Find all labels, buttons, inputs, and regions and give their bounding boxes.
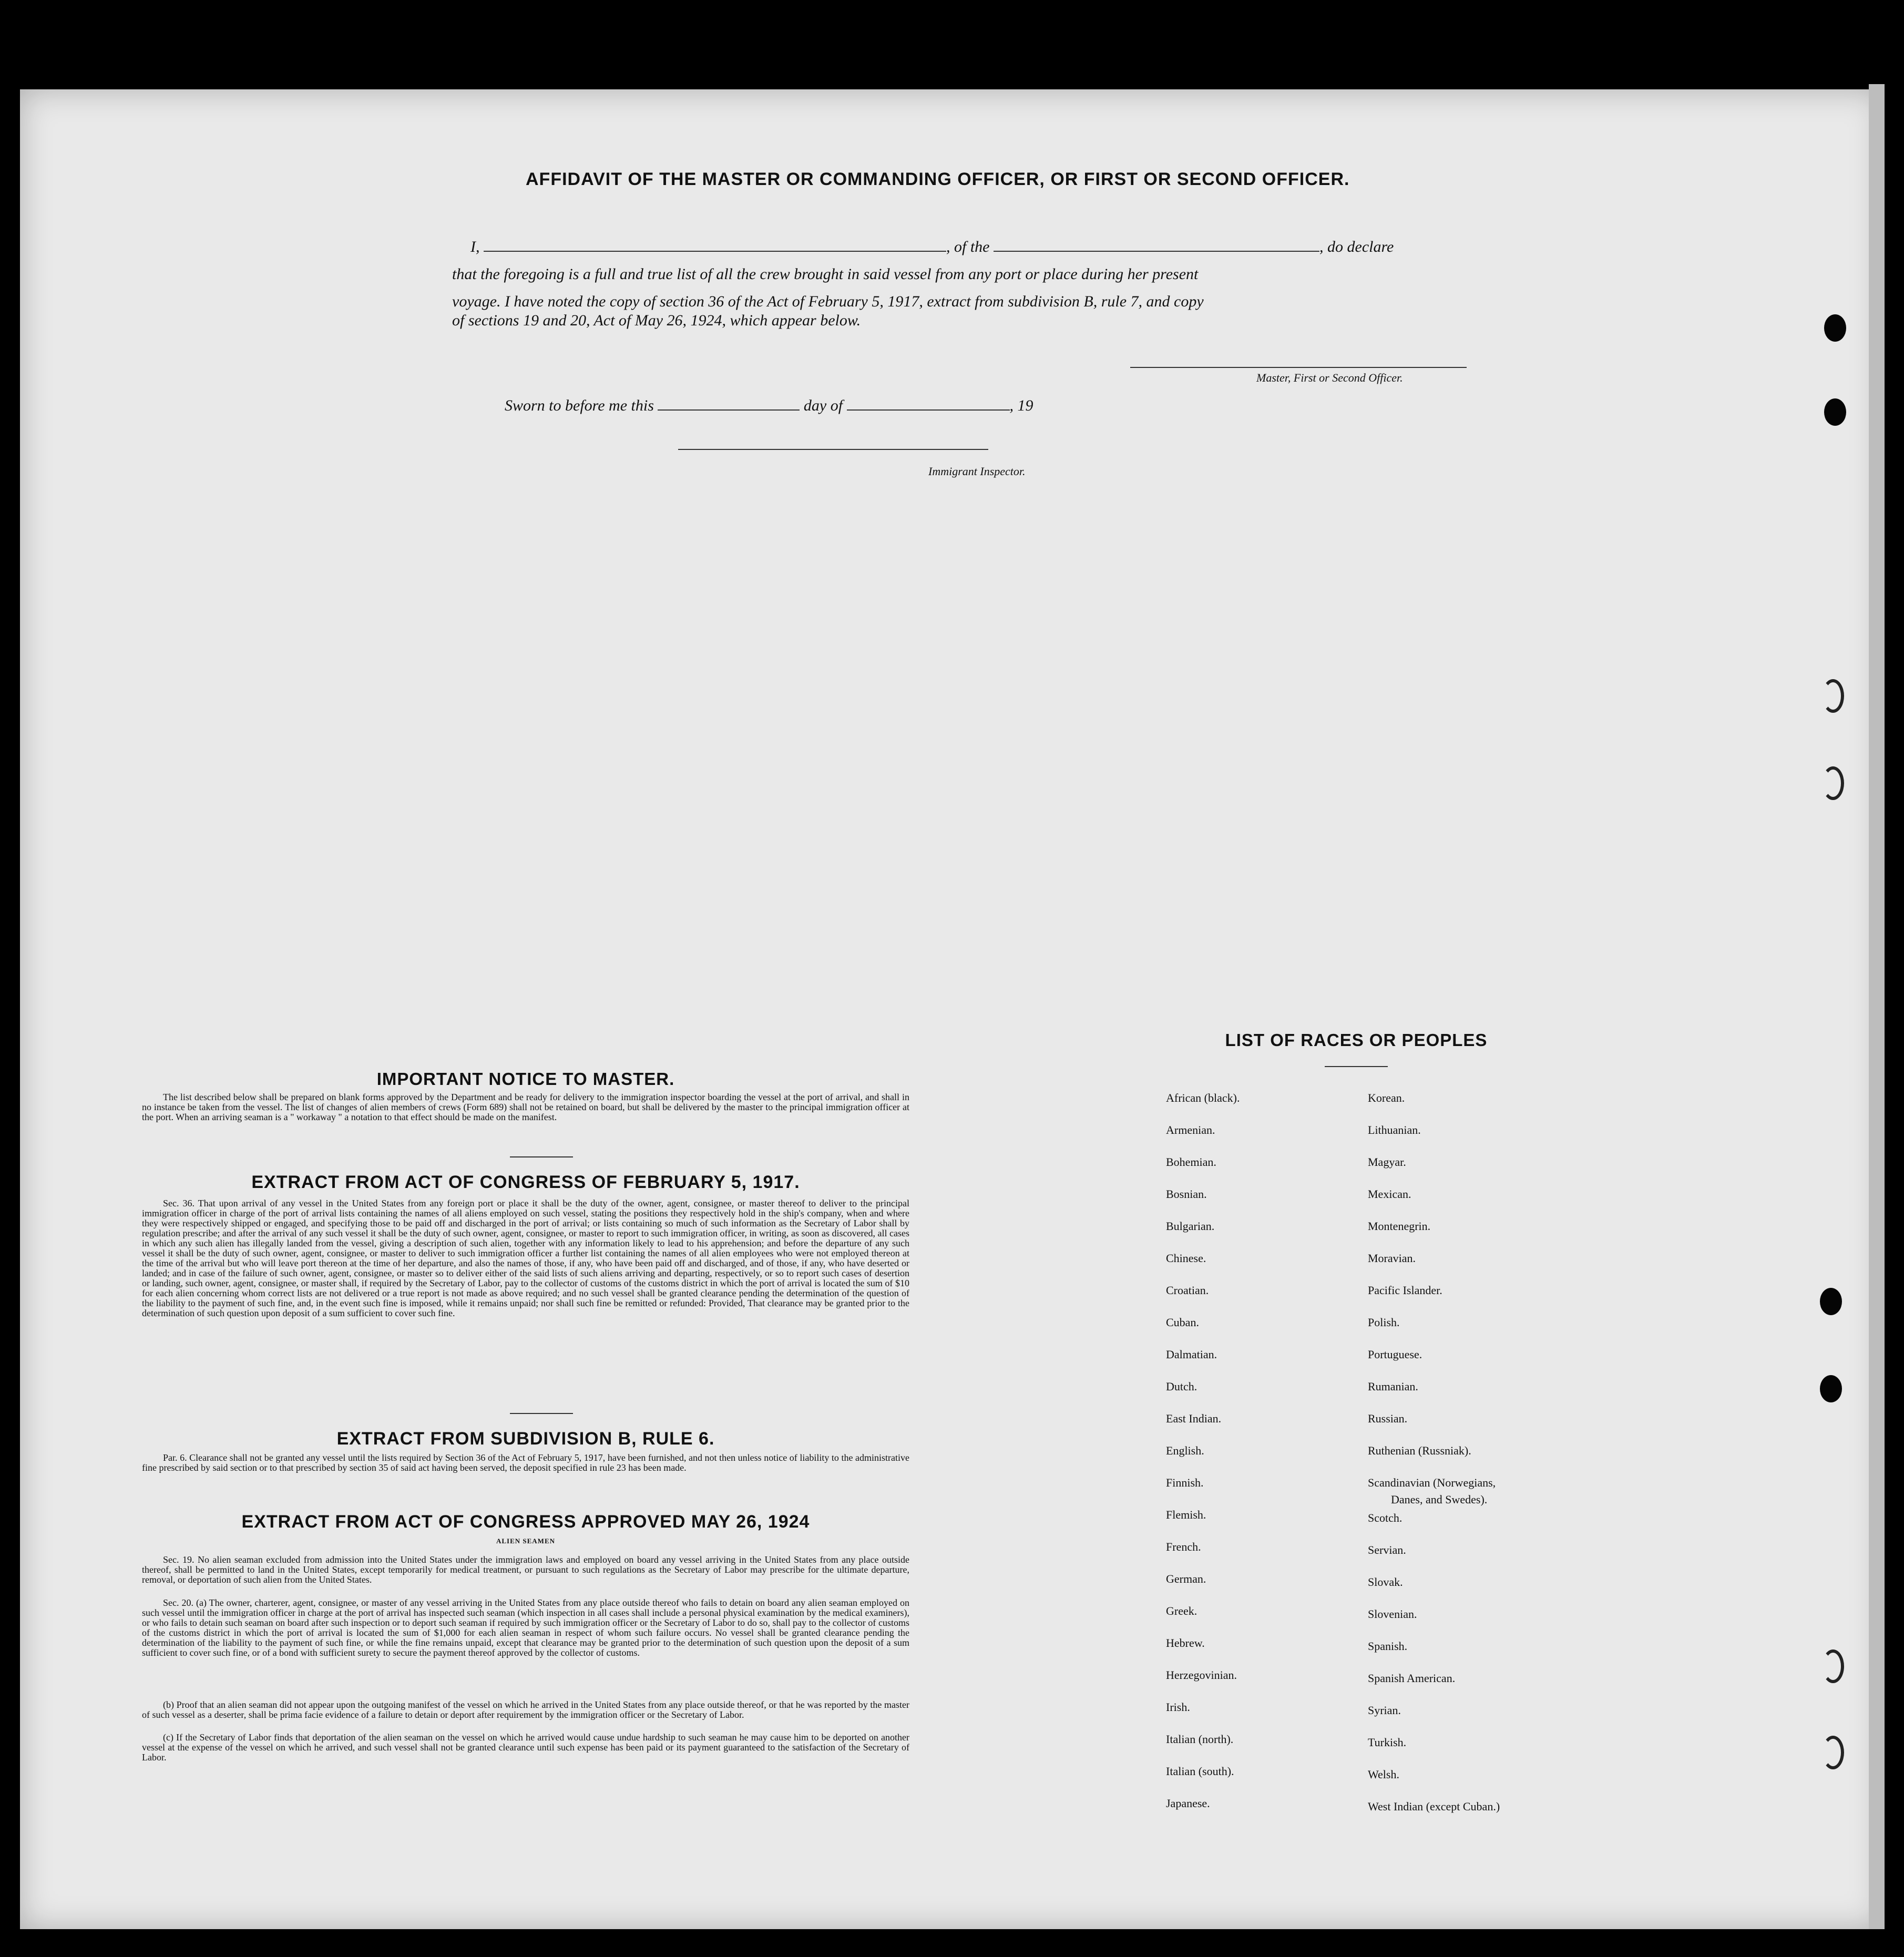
extract-1917-title: EXTRACT FROM ACT OF CONGRESS OF FEBRUARY 5, 1917. <box>251 1172 800 1192</box>
affidavit-line-2: that the foregoing is a full and true list of all the crew brought in said vessel from any port or place during her present <box>452 265 1199 283</box>
master-signature-line <box>1130 367 1467 368</box>
race-item: Finnish. <box>1166 1476 1204 1489</box>
race-item: Mexican. <box>1368 1187 1411 1201</box>
affidavit-title: AFFIDAVIT OF THE MASTER OR COMMANDING OFFICER, OR FIRST OR SECOND OFFICER. <box>526 169 1350 189</box>
name-blank <box>484 251 946 252</box>
affidavit-of-the: , of the <box>946 238 990 255</box>
race-item: Welsh. <box>1368 1768 1399 1781</box>
affidavit-line-4: of sections 19 and 20, Act of May 26, 1924, which appear below. <box>452 312 861 329</box>
race-item: Chinese. <box>1166 1252 1206 1265</box>
race-item: African (black). <box>1166 1091 1240 1104</box>
race-item: Hebrew. <box>1166 1636 1205 1649</box>
sec19-text: Sec. 19. No alien seaman excluded from admission into the United States under the immigration laws and employed on board any vessel arriving in the United States from any place outside thereof, shall be permitted to land in the United States, except temporarily for medical treatment, or pursuant to such regulations as the Secretary of Labor may prescribe for the ultimate departure, removal, or deportation of such alien from the United States. <box>142 1554 909 1585</box>
race-item: Italian (south). <box>1166 1765 1234 1778</box>
alien-seamen-subtitle: ALIEN SEAMEN <box>496 1537 556 1545</box>
race-item: Moravian. <box>1368 1252 1416 1265</box>
affidavit-line-3: voyage. I have noted the copy of section 36 of the Act of February 5, 1917, extract from subdivision B, rule 7, and copy <box>452 293 1204 310</box>
race-item: Scotch. <box>1368 1511 1403 1524</box>
race-item: West Indian (except Cuban.) <box>1368 1800 1500 1813</box>
race-item: German. <box>1166 1572 1206 1585</box>
master-caption: Master, First or Second Officer. <box>1256 371 1403 384</box>
race-item: Greek. <box>1166 1604 1197 1617</box>
race-item: Bulgarian. <box>1166 1220 1215 1233</box>
race-item: Flemish. <box>1166 1508 1206 1521</box>
sec20b-text: (b) Proof that an alien seaman did not appear upon the outgoing manifest of the vessel on which he arrived in the United States from any place outside thereof, or that he was reported by the master of such vessel as a deserter, shall be prima facie evidence of a failure to detain or deport after requirement by the immigration officer or the Secretary of Labor. <box>142 1699 909 1720</box>
race-item: Italian (north). <box>1166 1733 1234 1746</box>
race-item: Servian. <box>1368 1543 1406 1556</box>
notice-text: The list described below shall be prepared on blank forms approved by the Department and be ready for delivery to the immigration inspector boarding the vessel at the port of arrival, and shall in no instance be taken from the vessel. The list of changes of alien members of crews (Form 689) shall not be retained on board, but shall be delivered by the master to the principal immigration officer at the port. When an arriving seaman is a " workaway " a notation to that effect should be made on the manifest. <box>142 1092 909 1122</box>
races-title: LIST OF RACES OR PEOPLES <box>1225 1030 1488 1050</box>
race-item: East Indian. <box>1166 1412 1222 1425</box>
affidavit-declare: , do declare <box>1319 238 1394 255</box>
race-item: Cuban. <box>1166 1316 1199 1329</box>
day-of-label: day of <box>803 397 843 414</box>
binder-hole-icon <box>1824 398 1846 426</box>
divider <box>1325 1066 1388 1067</box>
race-item: Lithuanian. <box>1368 1123 1421 1136</box>
race-item: Magyar. <box>1368 1155 1406 1169</box>
race-item: Bohemian. <box>1166 1155 1216 1169</box>
extract-1924-title: EXTRACT FROM ACT OF CONGRESS APPROVED MAY 26, 1924 <box>241 1512 810 1532</box>
binder-hole-icon <box>1820 1288 1842 1315</box>
binder-ring-icon <box>1822 1649 1844 1683</box>
race-item: Dutch. <box>1166 1380 1197 1393</box>
race-item: Syrian. <box>1368 1704 1401 1717</box>
divider <box>510 1156 573 1157</box>
race-item: Slovak. <box>1368 1575 1403 1589</box>
sworn-label: Sworn to before me this <box>505 397 654 414</box>
race-item: Russian. <box>1368 1412 1408 1425</box>
sec20a-text: Sec. 20. (a) The owner, charterer, agent, consignee, or master of any vessel arriving in the United States from any place outside thereof who fails to detain on board any alien seaman employed on such vessel until the immigration officer in charge at the port of arrival has inspected such seaman (which inspection in all cases shall include a personal physical examination by the medical examiners), or who fails to detain such seaman on board after such inspection or to deport such seaman if required by such immigration officer or the Secretary of Labor to do so, shall pay to the collector of customs of the customs district in which the port of arrival is located the sum of $1,000 for each alien seaman in respect of whom such failure occurs. No vessel shall be granted clearance pending the determination of the liability to the payment of such fine, or while the fine remains unpaid, except that clearance may be granted prior to the determination of such question upon the deposit of a sum sufficient to cover such fine, or of a bond with sufficient surety to secure the payment thereof approved by the collector of customs. <box>142 1597 909 1658</box>
sworn-line <box>505 392 1188 419</box>
race-item: Scandinavian (Norwegians, <box>1368 1476 1496 1489</box>
race-item: Polish. <box>1368 1316 1400 1329</box>
race-item: Japanese. <box>1166 1797 1210 1810</box>
race-item: Croatian. <box>1166 1284 1209 1297</box>
notice-title: IMPORTANT NOTICE TO MASTER. <box>376 1069 675 1089</box>
day-blank <box>658 409 800 411</box>
binder-hole-icon <box>1824 314 1846 342</box>
race-item: Spanish American. <box>1368 1672 1456 1685</box>
divider <box>510 1413 573 1414</box>
year-label: , 19 <box>1009 397 1033 414</box>
affidavit-line-1 <box>470 233 1490 261</box>
page-edge <box>1869 84 1885 1929</box>
race-item: English. <box>1166 1444 1204 1457</box>
month-blank <box>847 409 1010 411</box>
race-item: Turkish. <box>1368 1736 1407 1749</box>
race-item: Pacific Islander. <box>1368 1284 1442 1297</box>
race-item: Spanish. <box>1368 1640 1408 1653</box>
race-item-continuation: Danes, and Swedes). <box>1391 1493 1488 1506</box>
binder-ring-icon <box>1822 1736 1844 1769</box>
race-item: French. <box>1166 1540 1201 1553</box>
sec20c-text: (c) If the Secretary of Labor finds that deportation of the alien seaman on the vessel on which he arrived would cause undue hardship to such seaman he may cause him to be deported on another vessel at the expense of the vessel on which he arrived, and such vessel shall not be granted clearance until such expense has been paid or its payment guaranteed to the satisfaction of the Secretary of Labor. <box>142 1732 909 1763</box>
race-item: Herzegovinian. <box>1166 1668 1237 1682</box>
binder-ring-icon <box>1822 679 1844 713</box>
subdivision-b-title: EXTRACT FROM SUBDIVISION B, RULE 6. <box>336 1429 715 1449</box>
binder-ring-icon <box>1822 766 1844 800</box>
race-item: Bosnian. <box>1166 1187 1207 1201</box>
race-item: Slovenian. <box>1368 1607 1417 1621</box>
race-item: Portuguese. <box>1368 1348 1422 1361</box>
vessel-blank <box>994 251 1319 252</box>
race-item: Ruthenian (Russniak). <box>1368 1444 1471 1457</box>
race-item: Dalmatian. <box>1166 1348 1217 1361</box>
inspector-signature-line <box>678 449 988 450</box>
race-item: Rumanian. <box>1368 1380 1418 1393</box>
race-item: Irish. <box>1166 1700 1190 1714</box>
inspector-caption: Immigrant Inspector. <box>928 465 1026 478</box>
affidavit-lead: I, <box>470 238 480 255</box>
binder-hole-icon <box>1820 1375 1842 1402</box>
race-item: Korean. <box>1368 1091 1405 1104</box>
race-item: Montenegrin. <box>1368 1220 1431 1233</box>
extract-1917-text: Sec. 36. That upon arrival of any vessel in the United States from any foreign port or place it shall be the duty of the owner, agent, consignee, or master thereof to deliver to the principal immigration officer in charge of the port of arrival lists containing the names of all aliens employed on such vessel, stating the positions they respectively hold in the ship's company, when and where they were respectively shipped or engaged, and specifying those to be paid off and discharged in the port of arrival; or lists containing so much of such information as the Secretary of Labor shall by regulation prescribe; and after the arrival of any such vessel it shall be the duty of such owner, agent, consignee, or master to report to such immigration officer, in writing, as soon as discovered, all cases in which any such alien has illegally landed from the vessel, giving a description of such alien, together with any information likely to lead to his apprehension; and before the departure of any such vessel it shall be the duty of such owner, agent, consignee, or master to deliver to such immigration officer a further list containing the names of all alien employees who were not employed thereon at the time of the arrival but who will leave port thereon at the time of her departure, and also the names of those, if any, who have been paid off and discharged, and of those, if any, who have deserted or landed; and in case of the failure of such owner, agent, consignee, or master so to deliver either of the said lists of such aliens arriving and departing, respectively, or so to report such cases of desertion or landing, such owner, agent, consignee, or master shall, if required by the Secretary of Labor, pay to the collector of customs of the customs district in which the port of arrival is located the sum of $10 for each alien concerning whom correct lists are not delivered or a true report is not made as above required; and no such vessel shall be granted clearance pending the determination of the question of the liability to the payment of such fine, and, in the event such fine is imposed, while it remains unpaid; nor shall such fine be remitted or refunded: Provided, That clearance may be granted prior to the determination of such question upon deposit of a sum sufficient to cover such fine. <box>142 1198 909 1318</box>
subdivision-b-text: Par. 6. Clearance shall not be granted any vessel until the lists required by Section 36 of the Act of February 5, 1917, have been furnished, and not then unless notice of liability to the administrative fine prescribed by said section or to that prescribed by section 35 of said act having been served, the deposit specified in rule 23 has been made. <box>142 1452 909 1473</box>
race-item: Armenian. <box>1166 1123 1215 1136</box>
